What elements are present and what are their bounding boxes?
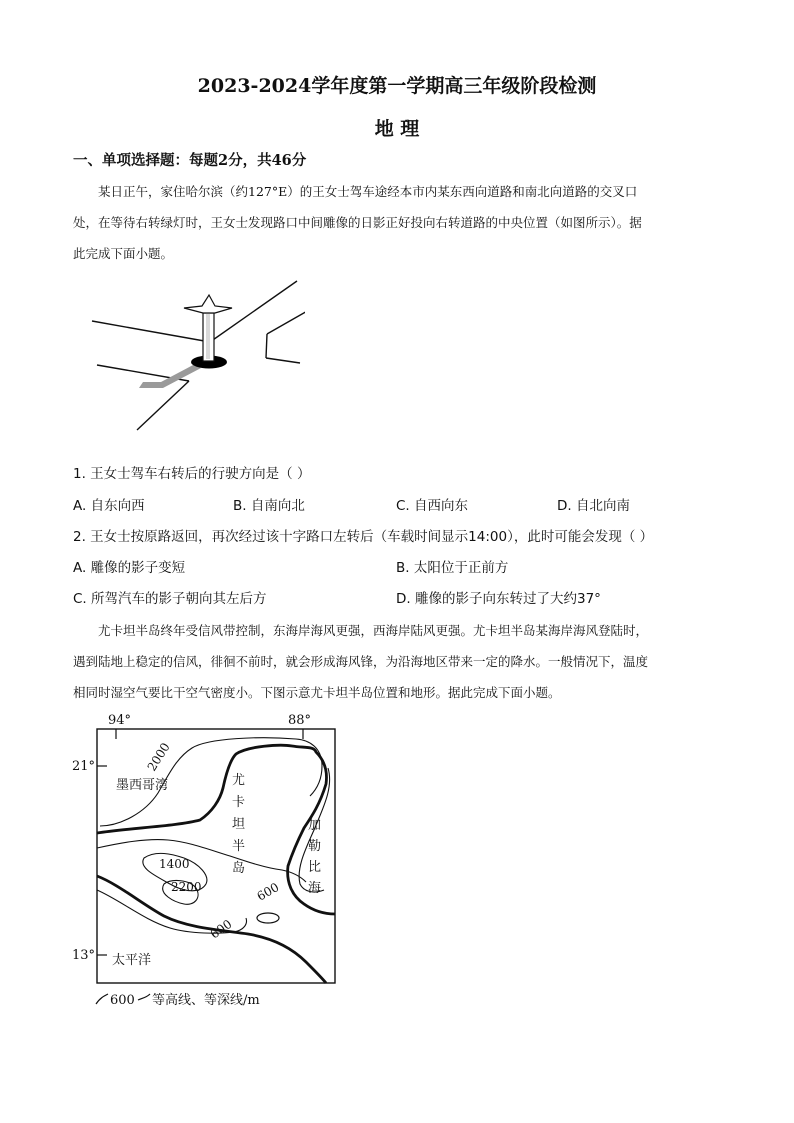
peninsula-label: 坦	[232, 817, 246, 832]
section-heading: 一、单项选择题：每题2分，共46分	[73, 152, 307, 169]
road-line	[266, 334, 267, 358]
latitude-21-label: 21°	[72, 759, 96, 774]
legend-line-icon	[138, 994, 150, 1000]
peninsula-label: 岛	[232, 861, 246, 876]
legend-value: 600	[110, 993, 135, 1008]
passage-2-line: 尤卡坦半岛终年受信风带控制，东海岸海风更强，西海岸陆风更强。尤卡坦半岛某海岸海风登陆时，	[98, 623, 649, 638]
contour-label-1400: 1400	[159, 857, 190, 871]
passage-2-line: 遇到陆地上稳定的信风，徘徊不前时，就会形成海风锋，为沿海地区带来一定的降水。一般情况下，温度	[73, 654, 649, 669]
pacific-label: 太平洋	[112, 953, 152, 968]
legend-text: 等高线、等深线/m	[152, 993, 260, 1008]
question-2-stem: 2. 王女士按原路返回，再次经过该十字路口左转后（车载时间显示14:00），此时可能会发现（ ）	[73, 529, 654, 545]
q1-option-b[interactable]: B. 自南向北	[233, 498, 305, 514]
latitude-13-label: 13°	[72, 948, 96, 963]
legend-line-icon	[96, 994, 108, 1004]
q2-option-a[interactable]: A. 雕像的影子变短	[73, 560, 186, 576]
q2-option-d[interactable]: D. 雕像的影子向东转过了大约37°	[396, 591, 601, 607]
peninsula-label: 尤	[232, 773, 246, 788]
road-line	[267, 310, 305, 334]
passage-2	[73, 615, 723, 708]
statue-top	[184, 295, 232, 313]
map-frame	[97, 729, 335, 983]
passage-2-line: 相同时湿空气要比干空气密度小。下图示意尤卡坦半岛位置和地形。据此完成下面小题。	[73, 685, 561, 700]
caribbean-label: 比	[308, 860, 322, 875]
passage-1-line: 此完成下面小题。	[73, 246, 174, 261]
yucatan-map	[60, 708, 350, 1008]
intersection-figure	[85, 278, 305, 438]
q2-option-b[interactable]: B. 太阳位于正前方	[396, 560, 509, 576]
lake	[257, 913, 279, 923]
road-line	[210, 281, 297, 342]
statue-shadow	[139, 364, 201, 388]
contour-label-2200: 2200	[171, 880, 202, 894]
road-line	[266, 358, 300, 363]
q1-option-d[interactable]: D. 自北向南	[557, 498, 630, 514]
longitude-88-label: 88°	[288, 713, 312, 728]
passage-1-line: 处，在等待右转绿灯时，王女士发现路口中间雕像的日影正好投向右转道路的中央位置（如图所示）。据	[73, 215, 642, 230]
q2-option-c[interactable]: C. 所驾汽车的影子朝向其左后方	[73, 591, 267, 607]
gulf-of-mexico-label: 墨西哥湾	[116, 778, 169, 793]
peninsula-label: 半	[232, 839, 246, 854]
caribbean-label: 勒	[308, 839, 322, 854]
peninsula-label: 卡	[232, 795, 246, 810]
question-1-stem: 1. 王女士驾车右转后的行驶方向是（ ）	[73, 466, 311, 482]
subject-title: 地 理	[374, 118, 420, 140]
contour-label-600-a: 600	[254, 880, 282, 904]
passage-1	[73, 176, 723, 269]
road-line	[92, 321, 210, 342]
exam-title: 2023-2024学年度第一学期高三年级阶段检测	[197, 75, 597, 97]
road-line	[137, 381, 189, 430]
q1-option-a[interactable]: A. 自东向西	[73, 498, 145, 514]
q1-option-c[interactable]: C. 自西向东	[396, 498, 469, 514]
caribbean-label: 海	[308, 881, 322, 896]
contour-label-2000: 2000	[144, 740, 173, 774]
contour-label-600-b: 600	[207, 916, 235, 942]
passage-1-line: 某日正午，家住哈尔滨（约127°E）的王女士驾车途经本市内某东西向道路和南北向道路的交叉口	[98, 184, 638, 199]
caribbean-label: 加	[308, 818, 322, 833]
statue-pillar-shade	[206, 313, 210, 359]
longitude-94-label: 94°	[108, 713, 132, 728]
